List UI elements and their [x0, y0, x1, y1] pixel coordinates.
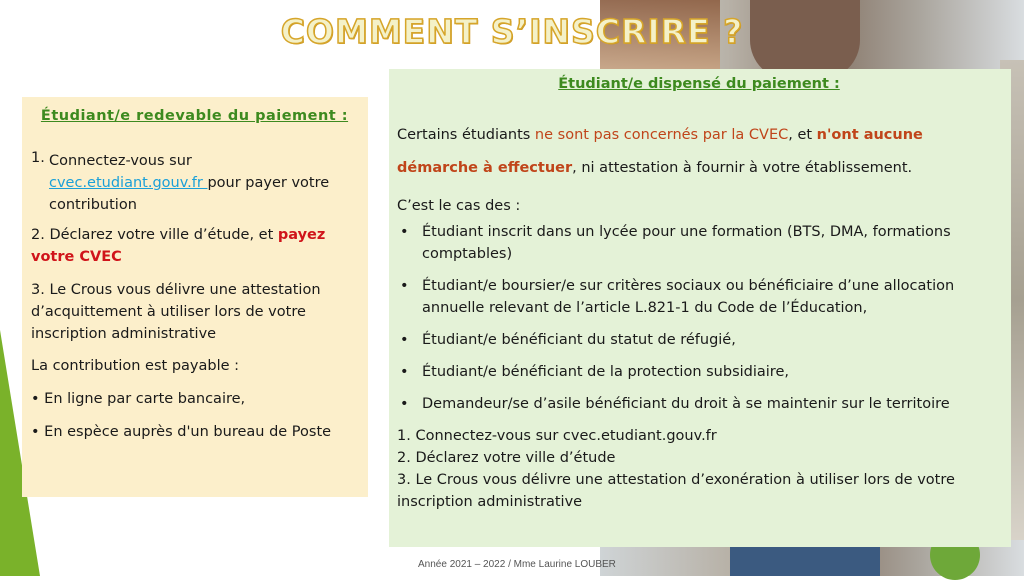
exempt-step: 3. Le Crous vous délivre une attestation d’exonération à utiliser lors de votre inscription administrative — [397, 472, 955, 510]
step-3: 3. Le Crous vous délivre une attestation d’acquittement à utiliser lors de votre inscription administrative — [31, 282, 321, 342]
list-item: • Étudiant/e boursier/e sur critères sociaux ou bénéficiaire d’une allocation annuelle relevant de l’article L.821-1 du Code de l’Éducation, — [400, 278, 955, 316]
exempt-step: 1. Connectez-vous sur cvec.etudiant.gouv.fr — [397, 428, 717, 444]
panel-heading: Étudiant/e redevable du paiement : — [40, 108, 349, 124]
intro-part: , et — [788, 127, 817, 143]
exempt-step: 2. Déclarez votre ville d’étude — [397, 450, 616, 466]
payment-method-text: En ligne par carte bancaire, — [44, 391, 246, 407]
step-2-text: 2. Déclarez votre ville d’étude, et — [31, 227, 278, 243]
payment-method: • En espèce auprès d'un bureau de Poste — [31, 424, 332, 440]
list-item: • Étudiant/e bénéficiant du statut de réfugié, — [400, 332, 736, 348]
payment-method: • En ligne par carte bancaire, — [31, 391, 246, 407]
intro-text — [397, 119, 1001, 185]
cases-label: C’est le cas des : — [397, 198, 521, 214]
intro-highlight: ne sont pas concernés par la CVEC — [534, 127, 789, 143]
panel-payment-required — [22, 97, 368, 497]
payment-method-text: En espèce auprès d'un bureau de Poste — [44, 424, 332, 440]
intro-part: Certains étudiants — [397, 127, 535, 143]
step-2 — [31, 224, 358, 268]
payable-label: La contribution est payable : — [31, 358, 240, 374]
step-1-text: Connectez-vous sur — [49, 153, 192, 169]
list-item: • Étudiant/e bénéficiant de la protection subsidiaire, — [400, 364, 789, 380]
list-item: • Étudiant inscrit dans un lycée pour une formation (BTS, DMA, formations comptables) — [400, 224, 951, 262]
step-1 — [31, 150, 358, 216]
intro-part: , ni attestation à fournir à votre établissement. — [572, 160, 913, 176]
step-number: 1. — [31, 150, 45, 166]
step-1-text-end: pour payer votre contribution — [49, 175, 330, 213]
panel-heading: Étudiant/e dispensé du paiement : — [558, 76, 840, 92]
exempt-cases-list — [397, 221, 1001, 415]
cvec-link[interactable]: cvec.etudiant.gouv.fr — [49, 175, 208, 191]
slide-title: COMMENT S’INSCRIRE ? — [280, 12, 744, 51]
step-2-highlight: payez votre CVEC — [31, 227, 326, 265]
footer-credit: Année 2021 – 2022 / Mme Laurine LOUBER — [418, 559, 616, 570]
list-item: • Demandeur/se d’asile bénéficiant du droit à se maintenir sur le territoire — [400, 396, 950, 412]
panel-payment-exempt — [389, 69, 1011, 547]
intro-highlight-bold: n'ont aucune démarche à effectuer — [397, 127, 923, 176]
